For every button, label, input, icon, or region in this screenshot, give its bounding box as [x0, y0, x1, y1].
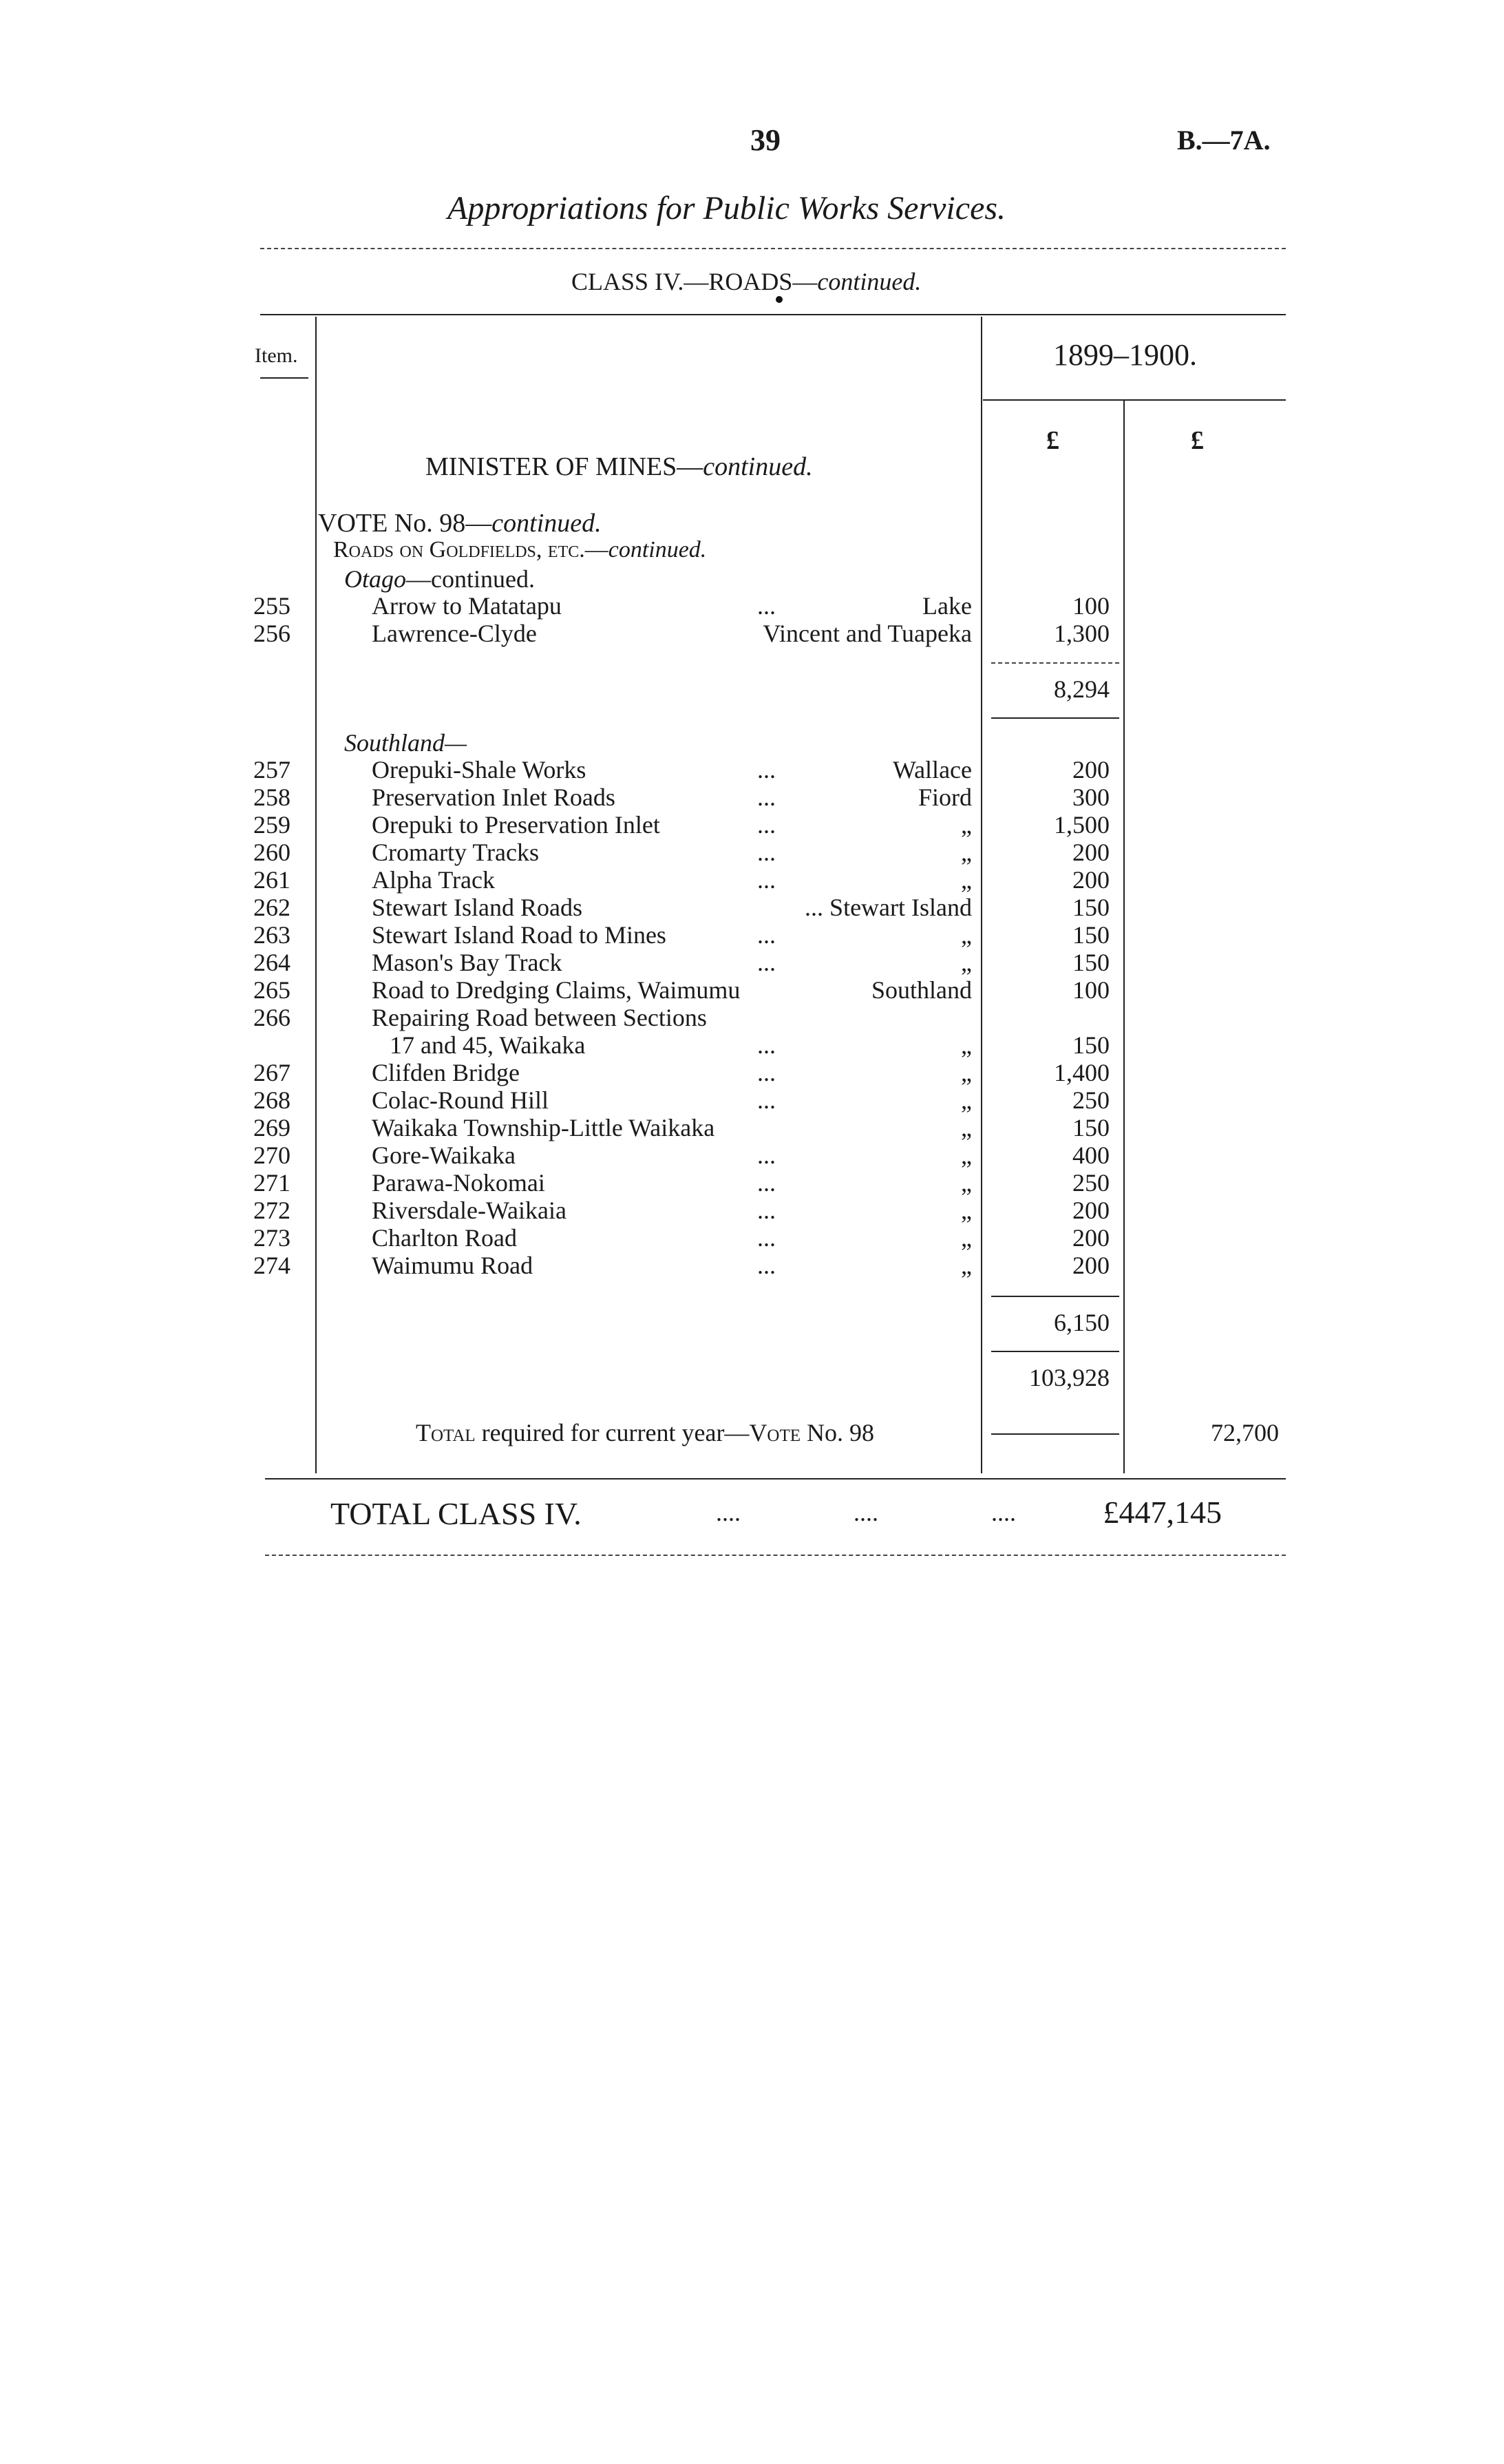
- item-number: 257: [253, 756, 290, 783]
- amount: 200: [1072, 1224, 1110, 1252]
- total-vote-leader-line: [991, 1433, 1119, 1435]
- table-row: [0, 1004, 1504, 1031]
- table-row: [0, 811, 1504, 839]
- vote-heading: [318, 508, 602, 538]
- leader-dots: ...: [757, 921, 776, 949]
- table-row: [0, 1252, 1504, 1279]
- district-name: „: [961, 1252, 972, 1279]
- southland-subtotal-rule: [991, 1296, 1119, 1297]
- vote-number: No. 98: [801, 1419, 875, 1446]
- leader-dots: ...: [757, 1059, 776, 1086]
- otago-subtotal-underline: [991, 717, 1119, 719]
- subhead-suffix: continued.: [608, 537, 707, 562]
- total-vote-amount: 72,700: [1211, 1419, 1279, 1446]
- amount: 200: [1072, 756, 1110, 783]
- work-name: Parawa-Nokomai: [372, 1169, 545, 1197]
- vote-heading-main: VOTE No. 98—: [318, 509, 492, 538]
- table-row: [0, 756, 1504, 783]
- table-row: [0, 1141, 1504, 1169]
- vote-sum: 103,928: [1029, 1364, 1110, 1391]
- work-name: Alpha Track: [372, 866, 495, 894]
- table-row: [0, 1059, 1504, 1086]
- table-row: [0, 839, 1504, 866]
- district-name: Fiord: [918, 783, 972, 811]
- total-label-text: required for current year—: [475, 1419, 750, 1446]
- total-class-dots-2: ....: [854, 1499, 878, 1526]
- item-number: 271: [253, 1169, 290, 1197]
- item-number: 274: [253, 1252, 290, 1279]
- item-number: 269: [253, 1114, 290, 1141]
- amount: 150: [1072, 1114, 1110, 1141]
- total-class-dots-3: ....: [991, 1499, 1016, 1526]
- leader-dots: ...: [757, 1169, 776, 1197]
- leader-dots: ...: [757, 866, 776, 894]
- work-name: Clifden Bridge: [372, 1059, 520, 1086]
- item-number: 263: [253, 921, 290, 949]
- work-name: Repairing Road between Sections: [372, 1004, 707, 1031]
- leader-dots: ...: [757, 839, 776, 866]
- item-number: 267: [253, 1059, 290, 1086]
- work-name: Cromarty Tracks: [372, 839, 539, 866]
- otago-subtotal: 8,294: [1054, 675, 1110, 703]
- amount: 150: [1072, 1031, 1110, 1059]
- item-number: 268: [253, 1086, 290, 1114]
- district-name: „: [961, 921, 972, 949]
- table-row: [0, 976, 1504, 1004]
- item-header-underline: [260, 377, 308, 379]
- table-row: [0, 1114, 1504, 1141]
- amount: 400: [1072, 1141, 1110, 1169]
- item-number: 266: [253, 1004, 290, 1031]
- amount: 200: [1072, 866, 1110, 894]
- work-name: Orepuki-Shale Works: [372, 756, 586, 783]
- total-class-dots-1: ....: [716, 1499, 741, 1526]
- table-row: [0, 866, 1504, 894]
- leader-dots: ...: [757, 1197, 776, 1224]
- amount: 150: [1072, 894, 1110, 921]
- work-name: Preservation Inlet Roads: [372, 783, 615, 811]
- district-name: „: [961, 1031, 972, 1059]
- leader-dots: ...: [757, 592, 776, 620]
- work-name: Mason's Bay Track: [372, 949, 562, 976]
- amount: 100: [1072, 592, 1110, 620]
- district-name: „: [961, 1114, 972, 1141]
- amount: 150: [1072, 949, 1110, 976]
- item-number: 258: [253, 783, 290, 811]
- table-bottom-rule: [265, 1478, 1286, 1480]
- table-row: [0, 949, 1504, 976]
- leader-dots: ...: [757, 1141, 776, 1169]
- otago-heading: [344, 565, 535, 593]
- work-name: Arrow to Matatapu: [372, 592, 562, 620]
- leader-dots: ...: [757, 1031, 776, 1059]
- otago-heading-main: Otago: [344, 565, 406, 593]
- item-number: 272: [253, 1197, 290, 1224]
- work-name: Waimumu Road: [372, 1252, 533, 1279]
- item-number: 262: [253, 894, 290, 921]
- class-heading-suffix: continued.: [817, 268, 922, 295]
- district-name: Wallace: [892, 756, 972, 783]
- amount: 1,500: [1054, 811, 1110, 839]
- subhead-main: Roads on Goldfields, etc.—: [333, 537, 608, 562]
- district-name: „: [961, 1086, 972, 1114]
- page-number: 39: [750, 123, 781, 157]
- district-name: Southland: [871, 976, 972, 1004]
- amount: 150: [1072, 921, 1110, 949]
- total-class-amount: £447,145: [1103, 1495, 1222, 1530]
- amount: 100: [1072, 976, 1110, 1004]
- item-number: 261: [253, 866, 290, 894]
- leader-dots: ...: [757, 1224, 776, 1252]
- work-name: Road to Dredging Claims, Waimumu: [372, 976, 741, 1004]
- work-name: Stewart Island Roads: [372, 894, 582, 921]
- work-name: Lawrence-Clyde: [372, 620, 537, 647]
- title-divider: [260, 248, 1286, 249]
- table-row: [0, 921, 1504, 949]
- bottom-divider: [265, 1555, 1286, 1556]
- southland-subtotal: 6,150: [1054, 1309, 1110, 1336]
- vote-word: Vote: [749, 1419, 801, 1446]
- minister-heading: [425, 452, 813, 482]
- table-row: [0, 1031, 1504, 1059]
- leader-dots: ...: [757, 1086, 776, 1114]
- southland-heading: Southland—: [344, 729, 467, 757]
- district-name: „: [961, 866, 972, 894]
- minister-heading-suffix: continued.: [703, 452, 813, 481]
- total-vote-label: [416, 1418, 874, 1447]
- table-row: [0, 592, 1504, 620]
- amount: 1,300: [1054, 620, 1110, 647]
- work-name: 17 and 45, Waikaka: [390, 1031, 586, 1059]
- district-name: „: [961, 1224, 972, 1252]
- table-row: [0, 1169, 1504, 1197]
- leader-dots: ...: [757, 756, 776, 783]
- leader-dots: ...: [757, 949, 776, 976]
- heading-bullet: [776, 296, 783, 303]
- district-name: „: [961, 1169, 972, 1197]
- table-row: [0, 1197, 1504, 1224]
- item-number: 273: [253, 1224, 290, 1252]
- district-name: „: [961, 949, 972, 976]
- amount: 250: [1072, 1169, 1110, 1197]
- district-name: Lake: [922, 592, 972, 620]
- year-header-underline: [983, 399, 1286, 401]
- item-number: 260: [253, 839, 290, 866]
- work-name: Stewart Island Road to Mines: [372, 921, 666, 949]
- page-title: Appropriations for Public Works Services.: [447, 190, 1006, 227]
- district-name: „: [961, 1197, 972, 1224]
- item-number: 265: [253, 976, 290, 1004]
- subhead-roads-on-goldfields: [333, 537, 706, 563]
- district-name: „: [961, 1141, 972, 1169]
- item-number: 264: [253, 949, 290, 976]
- district-name: ... Stewart Island: [805, 894, 972, 921]
- class-heading: [571, 267, 921, 296]
- table-row: [0, 783, 1504, 811]
- table-row: [0, 1086, 1504, 1114]
- item-number: 270: [253, 1141, 290, 1169]
- pound-sign-column-1: £: [1046, 426, 1059, 455]
- document-reference: B.—7A.: [1177, 125, 1271, 156]
- leader-dots: ...: [757, 783, 776, 811]
- work-name: Waikaka Township-Little Waikaka: [372, 1114, 715, 1141]
- leader-dots: ...: [757, 811, 776, 839]
- table-row: [0, 620, 1504, 647]
- pound-sign-column-2: £: [1191, 426, 1204, 455]
- otago-subtotal-rule: [991, 662, 1119, 664]
- district-name: „: [961, 811, 972, 839]
- vote-sum-rule: [991, 1351, 1119, 1352]
- amount: 200: [1072, 1197, 1110, 1224]
- district-name: „: [961, 839, 972, 866]
- total-word: Total: [416, 1419, 476, 1446]
- item-number: 259: [253, 811, 290, 839]
- item-number: 256: [253, 620, 290, 647]
- minister-heading-main: MINISTER OF MINES—: [425, 452, 703, 481]
- otago-heading-suffix: —continued.: [406, 565, 535, 593]
- amount: 200: [1072, 839, 1110, 866]
- amount: 300: [1072, 783, 1110, 811]
- work-name: Charlton Road: [372, 1224, 517, 1252]
- leader-dots: ...: [757, 1252, 776, 1279]
- amount: 1,400: [1054, 1059, 1110, 1086]
- table-top-rule: [260, 314, 1286, 315]
- table-row: [0, 894, 1504, 921]
- item-column-header: Item.: [255, 344, 298, 367]
- item-number: 255: [253, 592, 290, 620]
- amount: 250: [1072, 1086, 1110, 1114]
- amount: 200: [1072, 1252, 1110, 1279]
- work-name: Gore-Waikaka: [372, 1141, 516, 1169]
- table-row: [0, 1224, 1504, 1252]
- total-class-label: TOTAL CLASS IV.: [330, 1496, 582, 1531]
- class-heading-main: CLASS IV.—ROADS—: [571, 268, 818, 295]
- vote-heading-suffix: continued.: [491, 509, 602, 538]
- district-name: Vincent and Tuapeka: [763, 620, 972, 647]
- work-name: Colac-Round Hill: [372, 1086, 549, 1114]
- work-name: Orepuki to Preservation Inlet: [372, 811, 660, 839]
- work-name: Riversdale-Waikaia: [372, 1197, 566, 1224]
- year-column-header: 1899–1900.: [1053, 338, 1197, 372]
- district-name: „: [961, 1059, 972, 1086]
